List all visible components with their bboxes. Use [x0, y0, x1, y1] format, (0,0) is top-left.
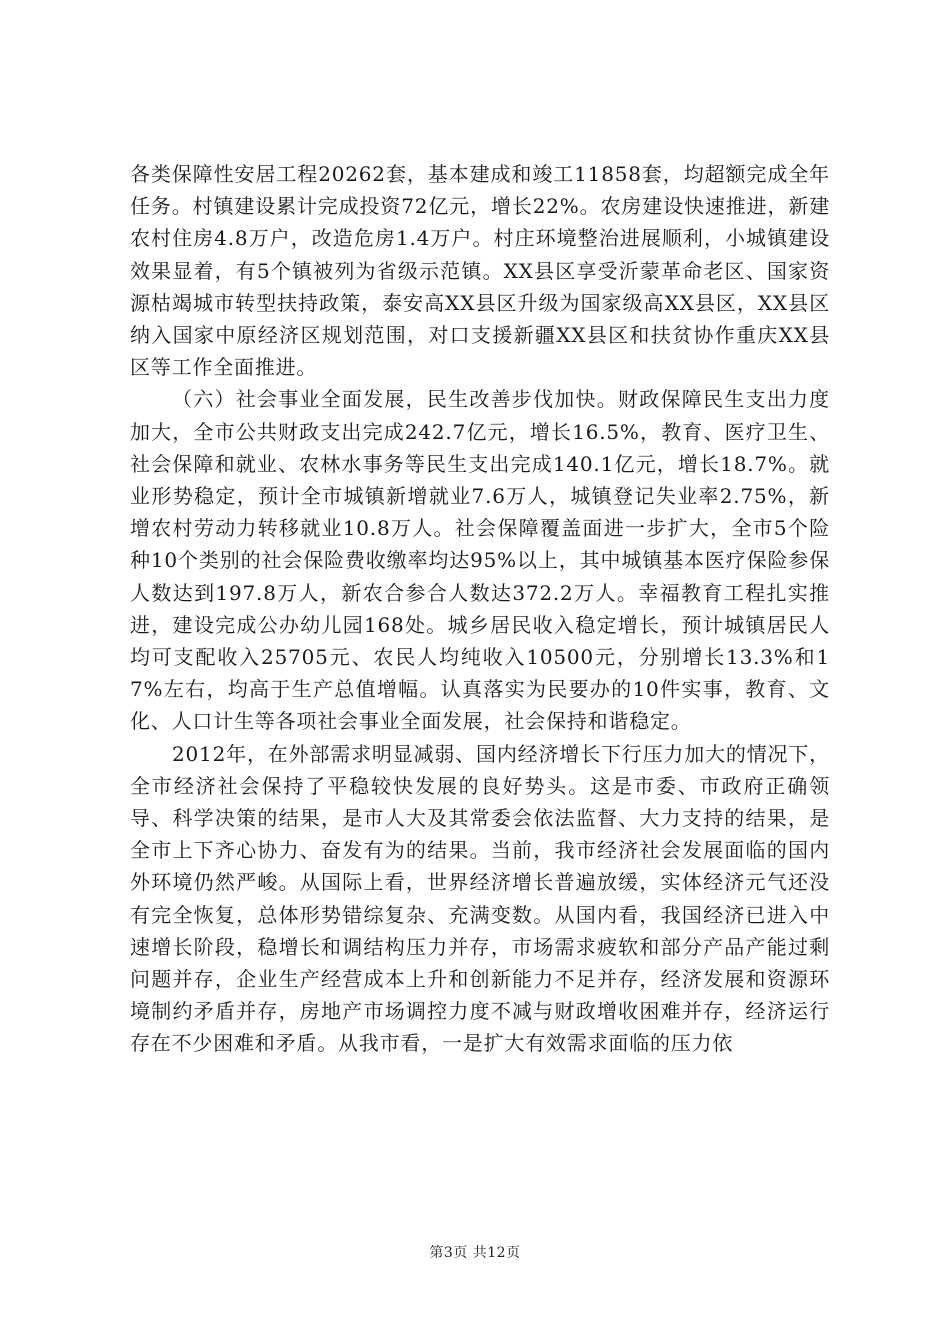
- paragraph-housing: 各类保障性安居工程20262套，基本建成和竣工11858套，均超额完成全年任务。村镇建设累计完成投资72亿元，增长22%。农房建设快速推进，新建农村住房4.8万户，改造危房1.4万户。村庄环境整治进展顺利，小城镇建设效果显着，有5个镇被列为省级示范镇。XX县区享受沂蒙革命老区、国家资源枯竭城市转型扶持政策，泰安高XX县区升级为国家级高XX县区，XX县区纳入国家中原经济区规划范围，对口支援新疆XX县区和扶贫协作重庆XX县区等工作全面推进。: [130, 162, 830, 380]
- paragraph-2012-summary: 2012年，在外部需求明显减弱、国内经济增长下行压力加大的情况下，全市经济社会保持了平稳较快发展的良好势头。这是市委、市政府正确领导、科学决策的结果，是市人大及其常委会依法监督、大力支持的结果，是全市上下齐心协力、奋发有为的结果。当前，我市经济社会发展面临的国内外环境仍然严峻。从国际上看，世界经济增长普遍放缓，实体经济元气还没有完全恢复，总体形势错综复杂、充满变数。从国内看，我国经济已进入中速增长阶段，稳增长和调结构压力并存，市场需求疲软和部分产品产能过剩问题并存，企业生产经营成本上升和创新能力不足并存，经济发展和资源环境制约矛盾并存，房地产市场调控力度不减与财政增收困难并存，经济运行存在不少困难和矛盾。从我市看，一是扩大有效需求面临的压力依: [130, 741, 830, 1056]
- page-number-footer: 第3页 共12页: [429, 1245, 521, 1261]
- paragraph-social-affairs: （六）社会事业全面发展，民生改善步伐加快。财政保障民生支出力度加大，全市公共财政支出完成242.7亿元，增长16.5%，教育、医疗卫生、社会保障和就业、农林水事务等民生支出完成140.1亿元，增长18.7%。就业形势稳定，预计全市城镇新增就业7.6万人，城镇登记失业率2.75%，新增农村劳动力转移就业10.8万人。社会保障覆盖面进一步扩大，全市5个险种10个类别的社会保险费收缴率均达95%以上，其中城镇基本医疗保险参保人数达到197.8万人，新农合参合人数达372.2万人。幸福教育工程扎实推进，建设完成公办幼儿园168处。城乡居民收入稳定增长，预计城镇居民人均可支配收入25705元、农民人均纯收入10500元，分别增长13.3%和17%左右，均高于生产总值增幅。认真落实为民要办的10件实事，教育、文化、人口计生等各项社会事业全面发展，社会保持和谐稳定。: [130, 387, 830, 734]
- document-body: [130, 158, 830, 1060]
